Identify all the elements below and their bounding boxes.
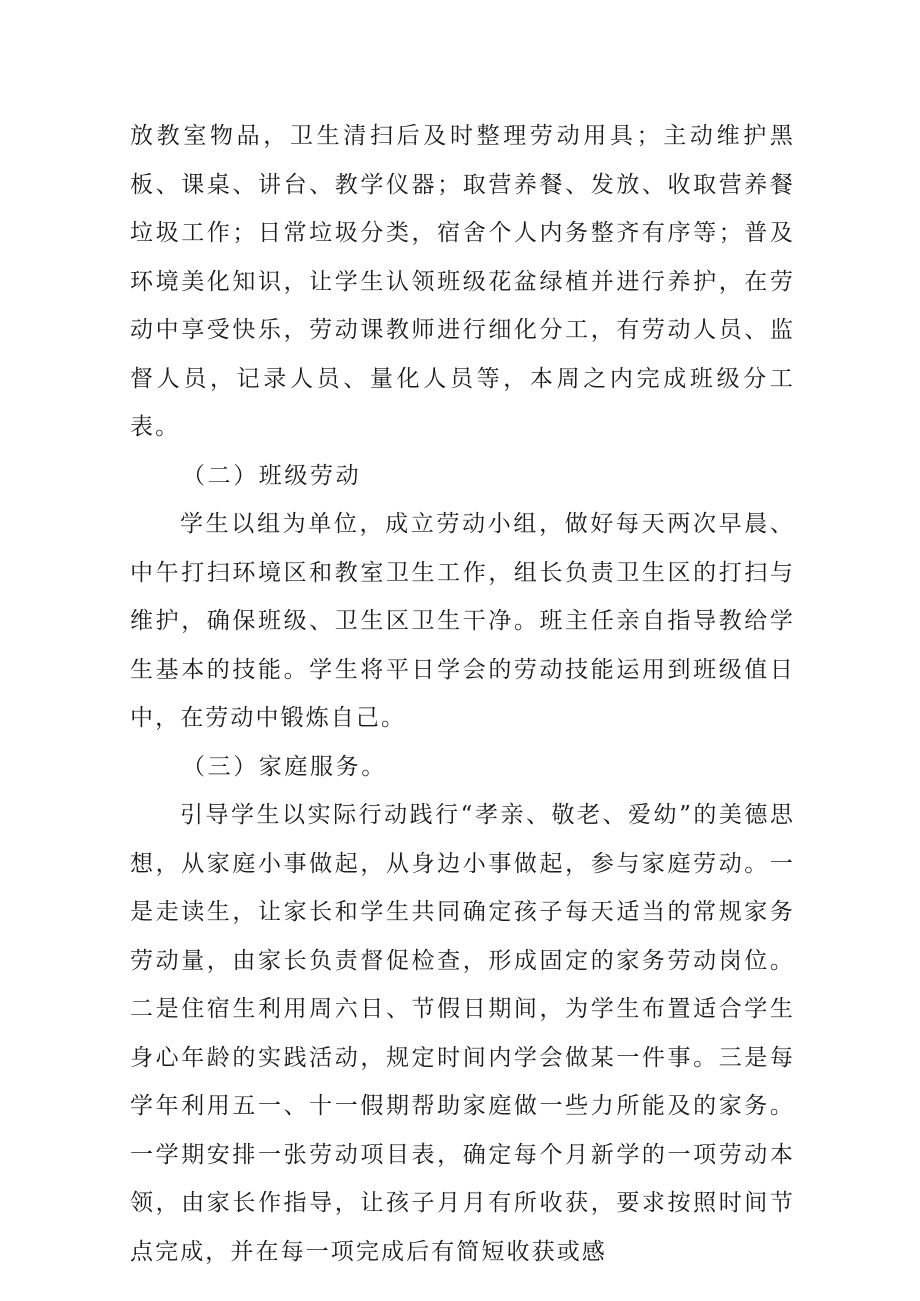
document-body [130,112,795,1276]
paragraph-family-service: 引导学生以实际行动践行“孝亲、敬老、爱幼”的美德思想，从家庭小事做起，从身边小事做起，参与家庭劳动。一是走读生，让家长和学生共同确定孩子每天适当的常规家务劳动量，由家长负责督促检查，形成固定的家务劳动岗位。二是住宿生利用周六日、节假日期间，为学生布置适合学生身心年龄的实践活动，规定时间内学会做某一件事。三是每学年利用五一、十一假期帮助家庭做一些力所能及的家务。一学期安排一张劳动项目表，确定每个月新学的一项劳动本领，由家长作指导，让孩子月月有所收获，要求按照时间节点完成，并在每一项完成后有简短收获或感 [130,802,795,1265]
section-heading-family-service: （三）家庭服务。 [182,753,387,780]
paragraph-class-labor: 学生以组为单位，成立劳动小组，做好每天两次早晨、中午打扫环境区和教室卫生工作，组长负责卫生区的打扫与维护，确保班级、卫生区卫生干净。班主任亲自指导教给学生基本的技能。学生将平日学会的劳动技能运用到班级值日中，在劳动中锻炼自己。 [130,511,795,731]
paragraph-classroom-duties: 放教室物品，卫生清扫后及时整理劳动用具；主动维护黑板、课桌、讲台、教学仪器；取营养餐、发放、收取营养餐垃圾工作；日常垃圾分类，宿舍个人内务整齐有序等；普及环境美化知识，让学生认领班级花盆绿植并进行养护，在劳动中享受快乐，劳动课教师进行细化分工，有劳动人员、监督人员，记录人员、量化人员等，本周之内完成班级分工表。 [130,123,795,440]
section-heading-class-labor: （二）班级劳动 [182,462,362,489]
